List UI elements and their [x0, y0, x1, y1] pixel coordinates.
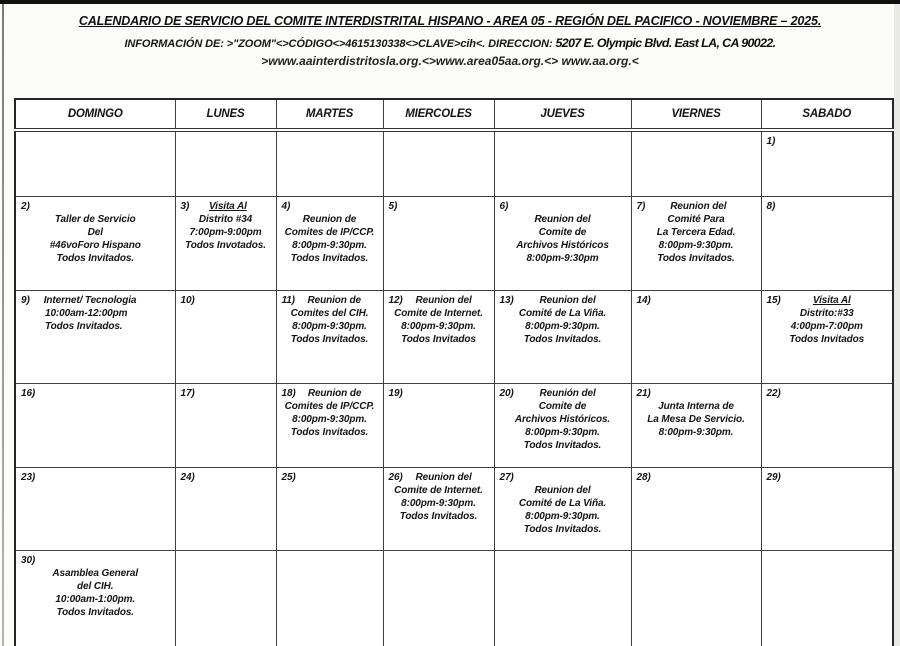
event-line: Reunion del [534, 214, 591, 225]
document-header [30, 14, 870, 68]
scan-edge-right [894, 4, 900, 646]
event-line: Todos Invitados. [523, 524, 602, 535]
day-number: 17) [180, 388, 195, 399]
event-line: Todos Invitados. [657, 253, 735, 264]
event-line: Reunion del [534, 485, 591, 496]
event-line: 8:00pm-9:30pm. [525, 321, 600, 332]
day-header: SABADO [761, 99, 893, 130]
event-title-inline: Internet/ Tecnologia [43, 295, 137, 306]
calendar-cell [631, 291, 761, 384]
calendar-cell [761, 384, 893, 468]
day-number: 23) [21, 472, 36, 483]
event-details [19, 567, 172, 619]
calendar-cell [494, 384, 631, 468]
calendar-week-row [15, 291, 893, 384]
calendar-cell [761, 468, 893, 551]
calendar-cell [276, 384, 383, 468]
event-line: 8:00pm-9:30pm. [292, 321, 367, 332]
event-line: 10:00am-1:00pm. [55, 594, 136, 605]
calendar-cell [276, 468, 383, 551]
event-line: Distrito:#33 [799, 308, 854, 319]
event-line: Comité de La Viña. [518, 498, 607, 509]
event-details [635, 213, 758, 265]
day-number: 6) [499, 201, 509, 212]
calendar-cell [276, 130, 383, 197]
calendar-cell [15, 551, 175, 646]
calendar-cell [383, 130, 494, 197]
calendar-cell [494, 551, 631, 646]
event-line: Todos Invitados. [56, 253, 134, 264]
event-line: Comite de Internet. [394, 308, 483, 319]
calendar-cell [276, 197, 383, 291]
day-number: 16) [21, 388, 36, 399]
event-line: Comite de [538, 227, 587, 238]
calendar-week-row [15, 551, 893, 646]
calendar-cell [761, 130, 893, 197]
event-line: Todos Invitados. [399, 511, 478, 522]
event-line: Todos Invitados. [56, 607, 134, 618]
event-title-inline: Reunion del [539, 295, 596, 306]
day-number: 30) [21, 555, 36, 566]
event-line: Comites del CIH. [290, 308, 369, 319]
event-line: La Tercera Edad. [656, 227, 736, 238]
scan-edge-top [0, 0, 900, 4]
event-line: Comité Para [667, 214, 725, 225]
day-number: 24) [180, 472, 195, 483]
day-number: 26) [388, 472, 403, 483]
event-title-inline: Reunión del [539, 388, 596, 399]
event-line: Archivos Históricos [516, 240, 609, 251]
day-number: 15) [766, 295, 781, 306]
event-title-inline: Reunion del [415, 295, 472, 306]
calendar-cell [631, 468, 761, 551]
event-line: Comite de [538, 401, 587, 412]
calendar-cell [494, 291, 631, 384]
day-number: 21) [636, 388, 651, 399]
calendar-cell [383, 291, 494, 384]
event-details [280, 400, 380, 439]
event-line: Comité de La Viña. [518, 308, 607, 319]
calendar-cell [15, 291, 175, 384]
calendar-cell [383, 197, 494, 291]
event-details [19, 213, 172, 265]
day-number: 13) [499, 295, 514, 306]
day-header: DOMINGO [15, 99, 175, 130]
calendar-cell [175, 384, 276, 468]
event-line: 8:00pm-9:30pm. [401, 498, 476, 509]
calendar-cell [175, 468, 276, 551]
calendar-cell [494, 130, 631, 197]
event-details [387, 484, 491, 523]
calendar-cell [15, 130, 175, 197]
day-number: 25) [281, 472, 296, 483]
event-line: Todos Invitados. [290, 334, 369, 345]
event-line: Reunion de [302, 214, 357, 225]
event-line: Todos Invitados. [523, 440, 602, 451]
calendar-cell [15, 468, 175, 551]
info-prefix: INFORMACIÓN DE: >"ZOOM"<>CÓDIGO<>4615130338<>CLAVE>cih<. DIRECCION: [124, 38, 556, 51]
event-line: Todos Invitados. [290, 427, 369, 438]
event-title-inline: Reunion del [415, 472, 472, 483]
event-line: Del [87, 227, 103, 238]
event-line: 8:00pm-9:30pm. [525, 427, 600, 438]
event-line: Comite de Internet. [394, 485, 483, 496]
day-header: MIERCOLES [383, 99, 494, 130]
event-line: del CIH. [77, 581, 114, 592]
websites-line: >www.aainterdistritosla.org.<>www.area05aa.org.<> www.aa.org.< [261, 54, 639, 69]
event-title-inline: Reunion del [670, 201, 727, 212]
event-line: Todos Invotados. [185, 240, 266, 251]
calendar-cell [383, 468, 494, 551]
event-line: 7:00pm-9:00pm [189, 227, 262, 238]
calendar-body [15, 130, 893, 646]
day-number: 28) [636, 472, 651, 483]
calendar-cell [494, 197, 631, 291]
day-number: 11) [281, 295, 295, 306]
day-header: MARTES [276, 99, 383, 130]
day-number: 22) [766, 388, 781, 399]
event-details [498, 484, 628, 536]
event-line: #46voForo Hispano [49, 240, 141, 251]
day-header: LUNES [175, 99, 276, 130]
event-line: La Mesa De Servicio. [647, 414, 745, 425]
calendar-cell [383, 551, 494, 646]
calendar-week-row [15, 130, 893, 197]
calendar-cell [761, 551, 893, 646]
event-line: Junta Interna de [658, 401, 734, 412]
event-line: Todos Invitados [789, 334, 865, 345]
day-number: 14) [636, 295, 651, 306]
event-line: 8:00pm-9:30pm. [658, 240, 734, 251]
event-line: Comites de IP/CCP. [284, 401, 375, 412]
calendar-cell [175, 197, 276, 291]
event-line: Comites de IP/CCP. [284, 227, 375, 238]
day-number: 20) [499, 388, 514, 399]
event-details [498, 307, 628, 346]
event-line: 8:00pm-9:30pm [526, 253, 599, 264]
day-number: 1) [766, 136, 776, 147]
calendar-cell [175, 291, 276, 384]
scan-edge-left [2, 4, 4, 646]
event-line: Todos Invitados. [290, 253, 369, 264]
calendar-cell [276, 291, 383, 384]
day-number: 7) [636, 201, 646, 212]
event-details [498, 213, 628, 265]
event-details [765, 307, 890, 346]
day-header-row [15, 99, 893, 130]
day-number: 18) [281, 388, 296, 399]
calendar-cell [631, 384, 761, 468]
day-number: 3) [180, 201, 190, 212]
event-line: 8:00pm-9:30pm. [401, 321, 476, 332]
calendar-cell [631, 551, 761, 646]
event-line: 8:00pm-9:30pm. [292, 240, 367, 251]
event-line: 4:00pm-7:00pm [790, 321, 863, 332]
calendar-table [14, 98, 894, 646]
info-line [30, 36, 870, 50]
calendar-cell [15, 197, 175, 291]
calendar-week-row [15, 384, 893, 468]
event-line: 8:00pm-9:30pm. [525, 511, 600, 522]
document-title: CALENDARIO DE SERVICIO DEL COMITE INTERDISTRITAL HISPANO - AREA 05 - REGIÓN DEL PACIFICO - NOVIEMBRE – 2025. [78, 14, 822, 28]
calendar-cell [276, 551, 383, 646]
day-number: 10) [180, 295, 195, 306]
day-number: 2) [21, 201, 30, 212]
calendar-week-row [15, 197, 893, 291]
event-details [19, 307, 172, 333]
event-details [179, 213, 273, 252]
day-header: VIERNES [631, 99, 761, 130]
calendar-cell [631, 130, 761, 197]
day-number: 27) [499, 472, 514, 483]
event-title-inline: Visita Al [208, 201, 247, 212]
calendar-cell [631, 197, 761, 291]
event-line: Taller de Servicio [54, 214, 136, 225]
day-number: 19) [388, 388, 403, 399]
day-number: 29) [766, 472, 781, 483]
event-details [498, 400, 628, 452]
calendar-cell [15, 384, 175, 468]
event-line: 8:00pm-9:30pm. [658, 427, 734, 438]
event-line: 8:00pm-9:30pm. [292, 414, 367, 425]
event-line: Todos Invitados. [523, 334, 602, 345]
day-number: 9) [21, 295, 30, 306]
day-header: JUEVES [494, 99, 631, 130]
event-line: Asamblea General [52, 568, 139, 579]
event-line: Todos Invitados. [45, 321, 123, 332]
event-line: Archivos Históricos. [514, 414, 611, 425]
event-details [280, 307, 380, 346]
address-text: 5207 E. Olympic Blvd. East LA, CA 90022. [555, 36, 776, 51]
event-title-inline: Reunion de [307, 295, 361, 306]
calendar-cell [383, 384, 494, 468]
event-details [387, 307, 491, 346]
event-details [280, 213, 380, 265]
calendar-cell [494, 468, 631, 551]
calendar-cell [175, 130, 276, 197]
calendar-cell [761, 291, 893, 384]
calendar-cell [761, 197, 893, 291]
event-line: Distrito #34 [198, 214, 253, 225]
day-number: 12) [388, 295, 403, 306]
event-details [635, 400, 758, 439]
event-title-inline: Visita Al [812, 295, 851, 306]
event-title-inline: Reunion de [307, 388, 362, 399]
calendar-cell [175, 551, 276, 646]
event-line: 10:00am-12:00pm [45, 308, 128, 319]
day-number: 4) [281, 201, 291, 212]
day-number: 8) [766, 201, 776, 212]
calendar-week-row [15, 468, 893, 551]
event-line: Todos Invitados [401, 334, 476, 345]
day-number: 5) [388, 201, 398, 212]
